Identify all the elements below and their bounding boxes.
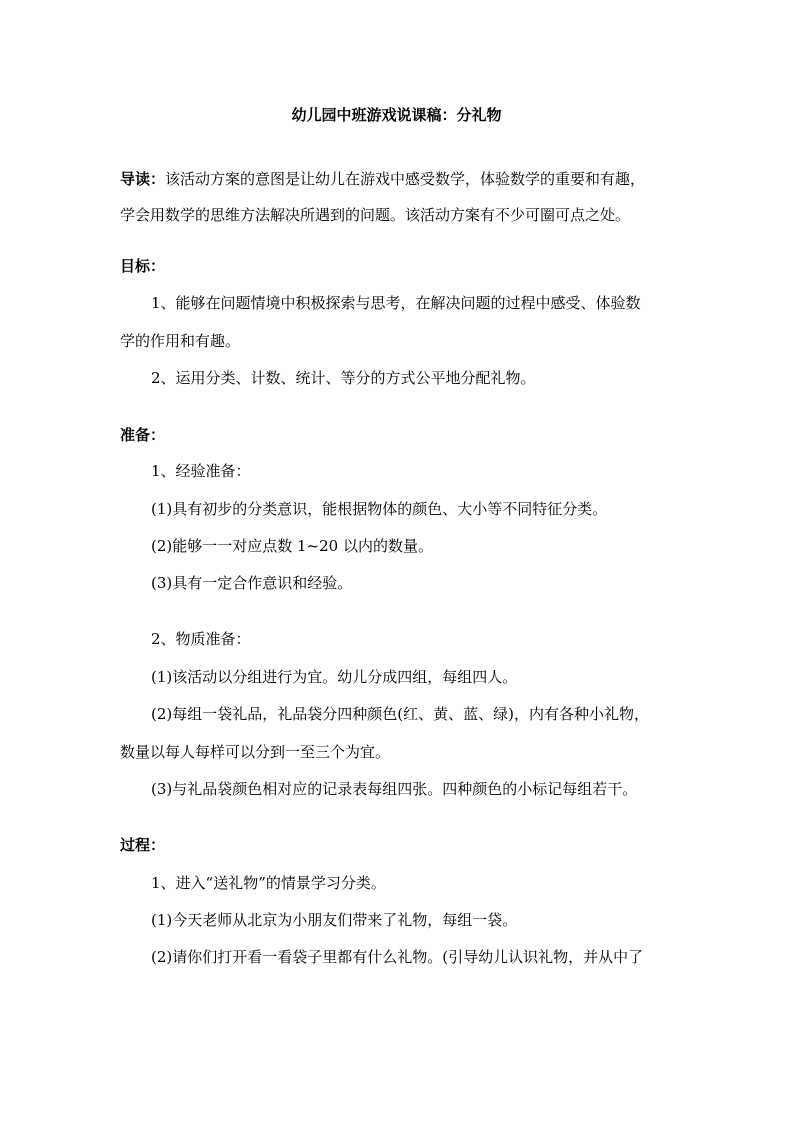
goals-heading: 目标： — [120, 257, 166, 275]
prep-mat-1: (1)该活动以分组进行为宜。幼儿分成四组，每组四人。 — [151, 668, 518, 686]
process-heading: 过程： — [120, 836, 166, 854]
goal-item-1a: 1、能够在问题情境中积极探索与思考，在解决问题的过程中感受、体验数 — [151, 294, 641, 312]
process-step-1: 1、进入“送礼物”的情景学习分类。 — [151, 874, 386, 892]
process-step-1-2: (2)请你们打开看一看袋子里都有什么礼物。(引导幼儿认识礼物，并从中了 — [151, 948, 644, 966]
prep-mat-2b: 数量以每人每样可以分到一至三个为宜。 — [120, 743, 391, 761]
prep-exp-heading: 1、经验准备： — [151, 462, 251, 480]
process-step-1-1: (1)今天老师从北京为小朋友们带来了礼物，每组一袋。 — [151, 911, 518, 929]
prep-mat-2a: (2)每组一袋礼品，礼品袋分四种颜色(红、黄、蓝、绿)，内有各种小礼物， — [151, 705, 649, 723]
goal-item-2: 2、运用分类、计数、统计、等分的方式公平地分配礼物。 — [151, 369, 536, 387]
prep-heading: 准备： — [120, 426, 166, 444]
prep-mat-heading: 2、物质准备： — [151, 630, 251, 648]
page-title: 幼儿园中班游戏说课稿：分礼物 — [291, 106, 502, 124]
goal-item-1b: 学的作用和有趣。 — [120, 332, 241, 350]
intro-paragraph — [120, 161, 680, 233]
prep-exp-1: (1)具有初步的分类意识，能根据物体的颜色、大小等不同特征分类。 — [151, 500, 608, 518]
prep-exp-3: (3)具有一定合作意识和经验。 — [151, 574, 353, 592]
intro-line-2: 学会用数学的思维方法解决所遇到的问题。该活动方案有不少可圈可点之处。 — [120, 206, 631, 224]
prep-exp-2: (2)能够一一对应点数 1~20 以内的数量。 — [151, 537, 433, 555]
intro-line-1 — [120, 161, 680, 197]
intro-text-1: 该活动方案的意图是让幼儿在游戏中感受数学，体验数学的重要和有趣， — [165, 170, 646, 188]
prep-mat-3: (3)与礼品袋颜色相对应的记录表每组四张。四种颜色的小标记每组若干。 — [151, 780, 638, 798]
intro-label: 导读： — [120, 170, 166, 188]
